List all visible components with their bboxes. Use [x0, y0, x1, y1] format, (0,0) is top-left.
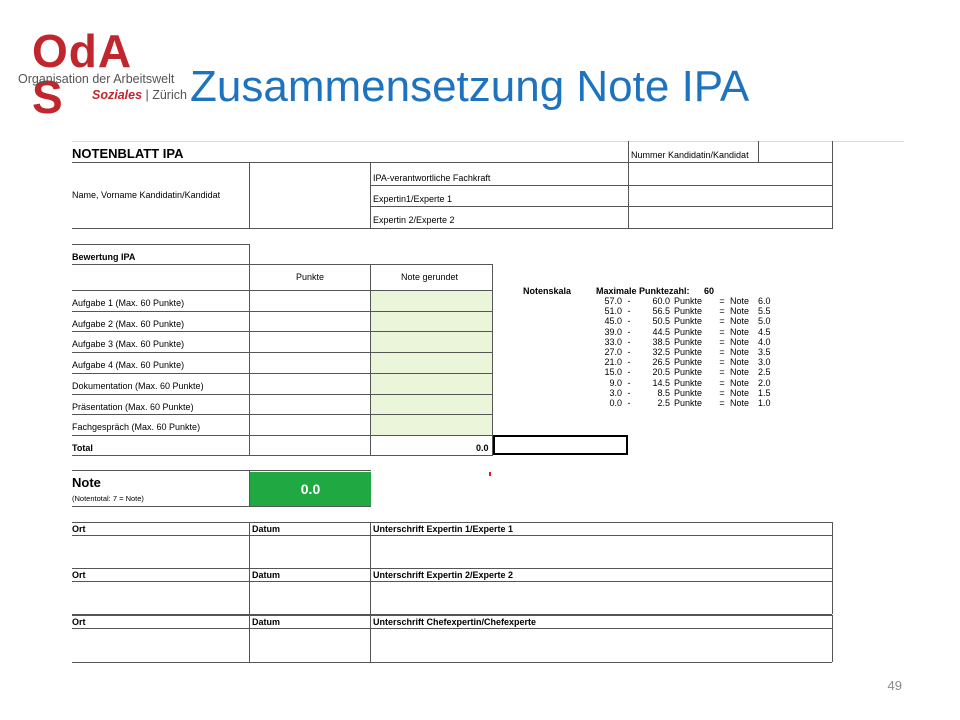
grade-scale-row: [592, 367, 778, 377]
grade-scale-cell: 1.5: [758, 387, 771, 398]
row-divider: [72, 414, 493, 415]
bewertung-row-label: Fachgespräch (Max. 60 Punkte): [72, 422, 201, 433]
grade-scale-cell: Note: [730, 316, 750, 327]
grade-scale-row: [592, 398, 778, 408]
grade-scale-cell: =: [719, 347, 725, 358]
col-punkte: Punkte: [296, 272, 325, 282]
note-label: Note: [72, 475, 101, 490]
grade-scale-row: [592, 316, 778, 326]
note-sub: (Notentotal: 7 = Note): [72, 494, 144, 503]
selected-cell[interactable]: [493, 435, 628, 455]
grade-scale-cell: 38.5: [652, 336, 670, 347]
sign-divider: [72, 535, 832, 536]
bewertung-row-label: Aufgabe 3 (Max. 60 Punkte): [72, 339, 185, 350]
grade-scale-cell: -: [627, 306, 631, 317]
sign-col-divider: [370, 568, 371, 614]
grade-scale-cell: 5.5: [758, 306, 771, 317]
row-divider: [72, 352, 493, 353]
max-label: Maximale Punktezahl:: [596, 286, 690, 296]
grade-scale-cell: -: [627, 367, 631, 378]
sign-unterschrift-label: Unterschrift Expertin 2/Experte 2: [373, 570, 514, 580]
expert1-label: Expertin1/Experte 1: [373, 194, 453, 204]
grade-scale-cell: 21.0: [604, 357, 622, 368]
sign-datum-label: Datum: [252, 570, 281, 580]
grade-scale-cell: 15.0: [604, 367, 622, 378]
sign-col-divider: [370, 522, 371, 568]
grade-scale-cell: Note: [730, 326, 750, 337]
sign-divider: [72, 568, 832, 569]
bewertung-row-label: Dokumentation (Max. 60 Punkte): [72, 380, 204, 391]
grade-scale-cell: 27.0: [604, 347, 622, 358]
grade-scale-row: [592, 357, 778, 367]
grade-scale-cell: 50.5: [652, 316, 670, 327]
grade-scale-row: [592, 337, 778, 347]
grade-scale-cell: =: [719, 336, 725, 347]
candidate-number-label: Nummer Kandidatin/Kandidat: [631, 150, 749, 160]
grade-scale-cell: =: [719, 316, 725, 327]
grade-scale-cell: =: [719, 377, 725, 388]
grade-scale-cell: 2.0: [758, 377, 771, 388]
grade-scale-cell: Punkte: [674, 306, 703, 317]
grade-scale-cell: -: [627, 357, 631, 368]
grade-scale-row: [592, 378, 778, 388]
logo-line2-bold: Soziales: [92, 88, 143, 102]
grade-scale-cell: 4.5: [758, 326, 771, 337]
grade-scale-cell: -: [627, 347, 631, 358]
grade-scale-cell: Punkte: [674, 296, 703, 306]
page-number: 49: [887, 678, 902, 693]
bewertung-label: Bewertung IPA: [72, 252, 136, 262]
grade-scale-cell: Punkte: [674, 336, 703, 347]
bewertung-row-label: Aufgabe 2 (Max. 60 Punkte): [72, 318, 185, 329]
total-label: Total: [72, 443, 93, 453]
sign-divider: [72, 628, 832, 629]
grade-scale-cell: Note: [730, 367, 750, 378]
grade-scale-row: [592, 296, 778, 306]
grade-scale-cell: Punkte: [674, 357, 703, 368]
grade-scale-cell: Note: [730, 296, 750, 306]
bewertung-row-label: Präsentation (Max. 60 Punkte): [72, 401, 194, 412]
grade-scale-cell: =: [719, 296, 725, 306]
grade-scale-cell: 3.0: [758, 357, 771, 368]
grade-scale-cell: 14.5: [652, 377, 670, 388]
logo-line1: Organisation der Arbeitswelt: [18, 72, 175, 86]
grade-scale-cell: 1.0: [758, 398, 771, 409]
sign-ort-label: Ort: [72, 524, 86, 534]
sign-divider: [72, 581, 832, 582]
row-divider: [72, 331, 493, 332]
grade-scale-cell: -: [627, 336, 631, 347]
grade-scale-cell: =: [719, 387, 725, 398]
sign-divider: [72, 615, 832, 616]
slide-title: Zusammensetzung Note IPA: [190, 62, 750, 111]
sign-col-divider: [249, 615, 250, 662]
sign-ort-label: Ort: [72, 617, 86, 627]
max-value: 60: [704, 286, 715, 296]
grade-scale-cell: Punkte: [674, 387, 703, 398]
grade-scale-cell: 8.5: [657, 387, 670, 398]
sign-unterschrift-label: Unterschrift Expertin 1/Experte 1: [373, 524, 514, 534]
grade-scale-cell: -: [627, 377, 631, 388]
grade-scale-cell: =: [719, 306, 725, 317]
grade-scale-cell: Note: [730, 357, 750, 368]
grade-scale-cell: -: [627, 398, 631, 409]
sign-col-divider: [249, 568, 250, 614]
grade-scale-cell: Punkte: [674, 367, 703, 378]
expert2-label: Expertin 2/Experte 2: [373, 215, 455, 225]
grade-scale-cell: 51.0: [604, 306, 622, 317]
grade-scale-cell: Note: [730, 306, 750, 317]
sign-datum-label: Datum: [252, 617, 281, 627]
grade-scale-cell: Punkte: [674, 377, 703, 388]
sign-ort-label: Ort: [72, 570, 86, 580]
grade-scale-cell: 20.5: [652, 367, 670, 378]
logo-line2-rest: | Zürich: [142, 88, 187, 102]
grade-scale-cell: 33.0: [604, 336, 622, 347]
grade-scale-cell: =: [719, 357, 725, 368]
cell-marker: [489, 472, 491, 476]
grade-scale-cell: Punkte: [674, 347, 703, 358]
col-note: Note gerundet: [401, 272, 459, 282]
note-value: 0.0: [250, 472, 371, 506]
grade-scale-cell: Note: [730, 336, 750, 347]
grade-scale-cell: 3.0: [609, 387, 622, 398]
grade-scale-cell: -: [627, 326, 631, 337]
grade-scale: [592, 296, 778, 408]
grade-scale-cell: Note: [730, 387, 750, 398]
grade-scale-cell: 0.0: [609, 398, 622, 409]
sign-col-divider: [832, 615, 833, 662]
grade-scale-cell: -: [627, 296, 631, 306]
grade-scale-row: [592, 327, 778, 337]
grade-scale-cell: Note: [730, 377, 750, 388]
sign-datum-label: Datum: [252, 524, 281, 534]
notenskala-label: Notenskala: [523, 286, 572, 296]
grade-scale-cell: 60.0: [652, 296, 670, 306]
grade-scale-cell: =: [719, 326, 725, 337]
grade-scale-cell: Note: [730, 398, 750, 409]
row-divider: [72, 311, 493, 312]
sign-unterschrift-label: Unterschrift Chefexpertin/Chefexperte: [373, 617, 537, 627]
grade-scale-cell: 39.0: [604, 326, 622, 337]
sign-col-divider: [370, 615, 371, 662]
sign-col-divider: [249, 522, 250, 568]
ipa-fachkraft-label: IPA-verantwortliche Fachkraft: [373, 173, 491, 183]
sign-divider: [72, 522, 832, 523]
grade-scale-cell: Punkte: [674, 398, 703, 409]
grade-scale-cell: 6.0: [758, 296, 771, 306]
grade-scale-cell: 26.5: [652, 357, 670, 368]
bewertung-row-label: Aufgabe 4 (Max. 60 Punkte): [72, 360, 185, 371]
grade-scale-cell: 4.0: [758, 336, 771, 347]
sign-divider: [72, 662, 832, 663]
sign-col-divider: [832, 568, 833, 614]
grade-scale-cell: 3.5: [758, 347, 771, 358]
sheet-title: NOTENBLATT IPA: [72, 146, 184, 161]
grade-scale-cell: 45.0: [604, 316, 622, 327]
grade-scale-cell: =: [719, 367, 725, 378]
grade-scale-cell: Punkte: [674, 326, 703, 337]
grade-scale-cell: 44.5: [652, 326, 670, 337]
grade-scale-cell: 2.5: [758, 367, 771, 378]
logo-brand: OdA S: [32, 25, 131, 123]
grade-scale-cell: 5.0: [758, 316, 771, 327]
grade-scale-cell: Punkte: [674, 316, 703, 327]
grade-scale-cell: 56.5: [652, 306, 670, 317]
grade-scale-cell: 57.0: [604, 296, 622, 306]
grade-scale-cell: =: [719, 398, 725, 409]
row-divider: [72, 394, 493, 395]
grade-scale-cell: 2.5: [657, 398, 670, 409]
total-value: 0.0: [476, 443, 489, 453]
grade-scale-cell: 32.5: [652, 347, 670, 358]
grade-scale-cell: -: [627, 387, 631, 398]
grade-scale-row: [592, 347, 778, 357]
name-label: Name, Vorname Kandidatin/Kandidat: [72, 190, 221, 200]
grade-scale-row: [592, 306, 778, 316]
bewertung-row-label: Aufgabe 1 (Max. 60 Punkte): [72, 298, 185, 308]
grade-scale-cell: Note: [730, 347, 750, 358]
row-divider: [72, 373, 493, 374]
grade-scale-row: [592, 388, 778, 398]
sign-col-divider: [832, 522, 833, 568]
grade-scale-cell: -: [627, 316, 631, 327]
grade-scale-cell: 9.0: [609, 377, 622, 388]
